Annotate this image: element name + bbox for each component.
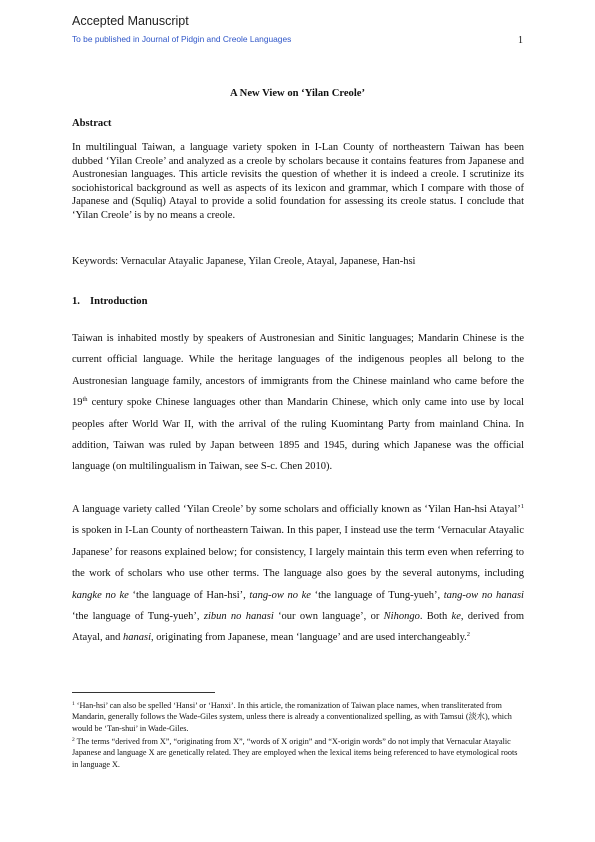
paragraph-2 [72, 499, 524, 649]
paragraph-2-text: ‘the language of Han-hsi’, [128, 589, 250, 601]
abstract-text: In multilingual Taiwan, a language variety spoken in I-Lan County of northeastern Taiwan has been dubbed ‘Yilan Creole’ and analyzed as a creole by scholars because it contains features from Japanese and Austronesian languages. This article revisits the question of whether it is indeed a creole. I scrutinize its sociohistorical background as well as aspects of its lexicon and grammar, which I compare with those of Japanese and (Squliq) Atayal to provide a solid foundation for assessing its creole status. I conclude that ‘Yilan Creole’ is by no means a creole. [72, 142, 524, 221]
footnote-2 [72, 736, 524, 770]
footnote-ref-2[interactable]: 2 [466, 631, 471, 639]
autonym: kangke no ke [72, 589, 129, 601]
autonym: Nihongo [383, 611, 420, 623]
paragraph-1 [72, 328, 524, 478]
paragraph-2-text: A language variety called ‘Yilan Creole’ by some scholars and officially known as ‘Yilan Han-hsi Atayal’ [72, 504, 521, 515]
paragraph-1-text-a: Taiwan is inhabited mostly by speakers of Austronesian and Sinitic languages; Mandarin Chinese is the current official language. While the heritage languages of the indigenous peoples all belong to the Austronesian language family, ancestors of immigrants from the Chinese mainland who came before the 19 [72, 333, 524, 409]
paragraph-2-text: is spoken in I-Lan County of northeastern Taiwan. In this paper, I instead use the term ‘Vernacular Atayalic Japanese’ for reasons explained below; for consistency, I largely maintain this term even when referring to the work of scholars who use other terms. The language also goes by the several autonyms, including [72, 525, 524, 580]
autonym: tang-ow no ke [249, 589, 311, 601]
term: ke [451, 611, 461, 623]
footnote-1 [72, 700, 524, 734]
section-heading [72, 296, 148, 307]
section-number: 1. [72, 296, 80, 307]
paragraph-2-text: . Both [419, 611, 452, 623]
footnote-2-text: The terms “derived from X”, “originating from X”, “words of X origin” and “X-origin words” do not imply that Vernacular Atayalic Japanese and language X are genetically related. They are employed when the lexical items being referenced to have etymological roots in language X. [72, 737, 518, 769]
header-title: Accepted Manuscript [72, 14, 189, 28]
footnote-2-number: 2 [72, 737, 75, 743]
paragraph-2-text: ‘the language of Tung-yueh’, [72, 611, 204, 623]
term: hanasi [123, 632, 152, 644]
footnote-ref-1[interactable]: 1 [520, 503, 524, 510]
footnote-1-number: 1 [72, 701, 75, 707]
footnote-1-text: ‘Han-hsi’ can also be spelled ‘Hansi’ or ‘Hanxi’. In this article, the romanization of Taiwan place names, when transliterated from Mandarin, generally follows the Wade-Giles system, unless there is already a conventionalized spelling, as with Tamsui (淡水), which would be ‘Tan-shui’ in Wade-Giles. [72, 701, 512, 733]
footnote-divider [72, 692, 215, 693]
autonym: tang-ow no hanasi [443, 589, 524, 601]
paragraph-2-text: , originating from Japanese, mean ‘language’ and are used interchangeably. [151, 632, 467, 644]
paragraph-2-text: , derived from Atayal, and [72, 611, 525, 644]
keywords: Keywords: Vernacular Atayalic Japanese, Yilan Creole, Atayal, Japanese, Han-hsi [72, 256, 416, 267]
paragraph-2-text: ‘the language of Tung-yueh’, [310, 589, 444, 601]
autonym: zibun no hanasi [203, 611, 274, 623]
abstract-heading: Abstract [72, 118, 112, 129]
paper-title: A New View on ‘Yilan Creole’ [229, 88, 366, 99]
paragraph-1-text-b: century spoke Chinese languages other than Mandarin Chinese, which only came into use by local peoples after World War II, with the arrival of the ruling Kuomintang Party from mainland China. In addition, Taiwan was ruled by Japan between 1895 and 1945, during which Japanese was the official language (on multilingualism in Taiwan, see S-c. Chen 2010). [72, 397, 524, 473]
superscript-th: th [82, 396, 88, 404]
paragraph-2-text: ‘our own language’, or [273, 611, 384, 623]
section-title: Introduction [90, 296, 148, 307]
page-number: 1 [518, 35, 523, 46]
header-subtitle: To be published in Journal of Pidgin and Creole Languages [72, 34, 292, 44]
